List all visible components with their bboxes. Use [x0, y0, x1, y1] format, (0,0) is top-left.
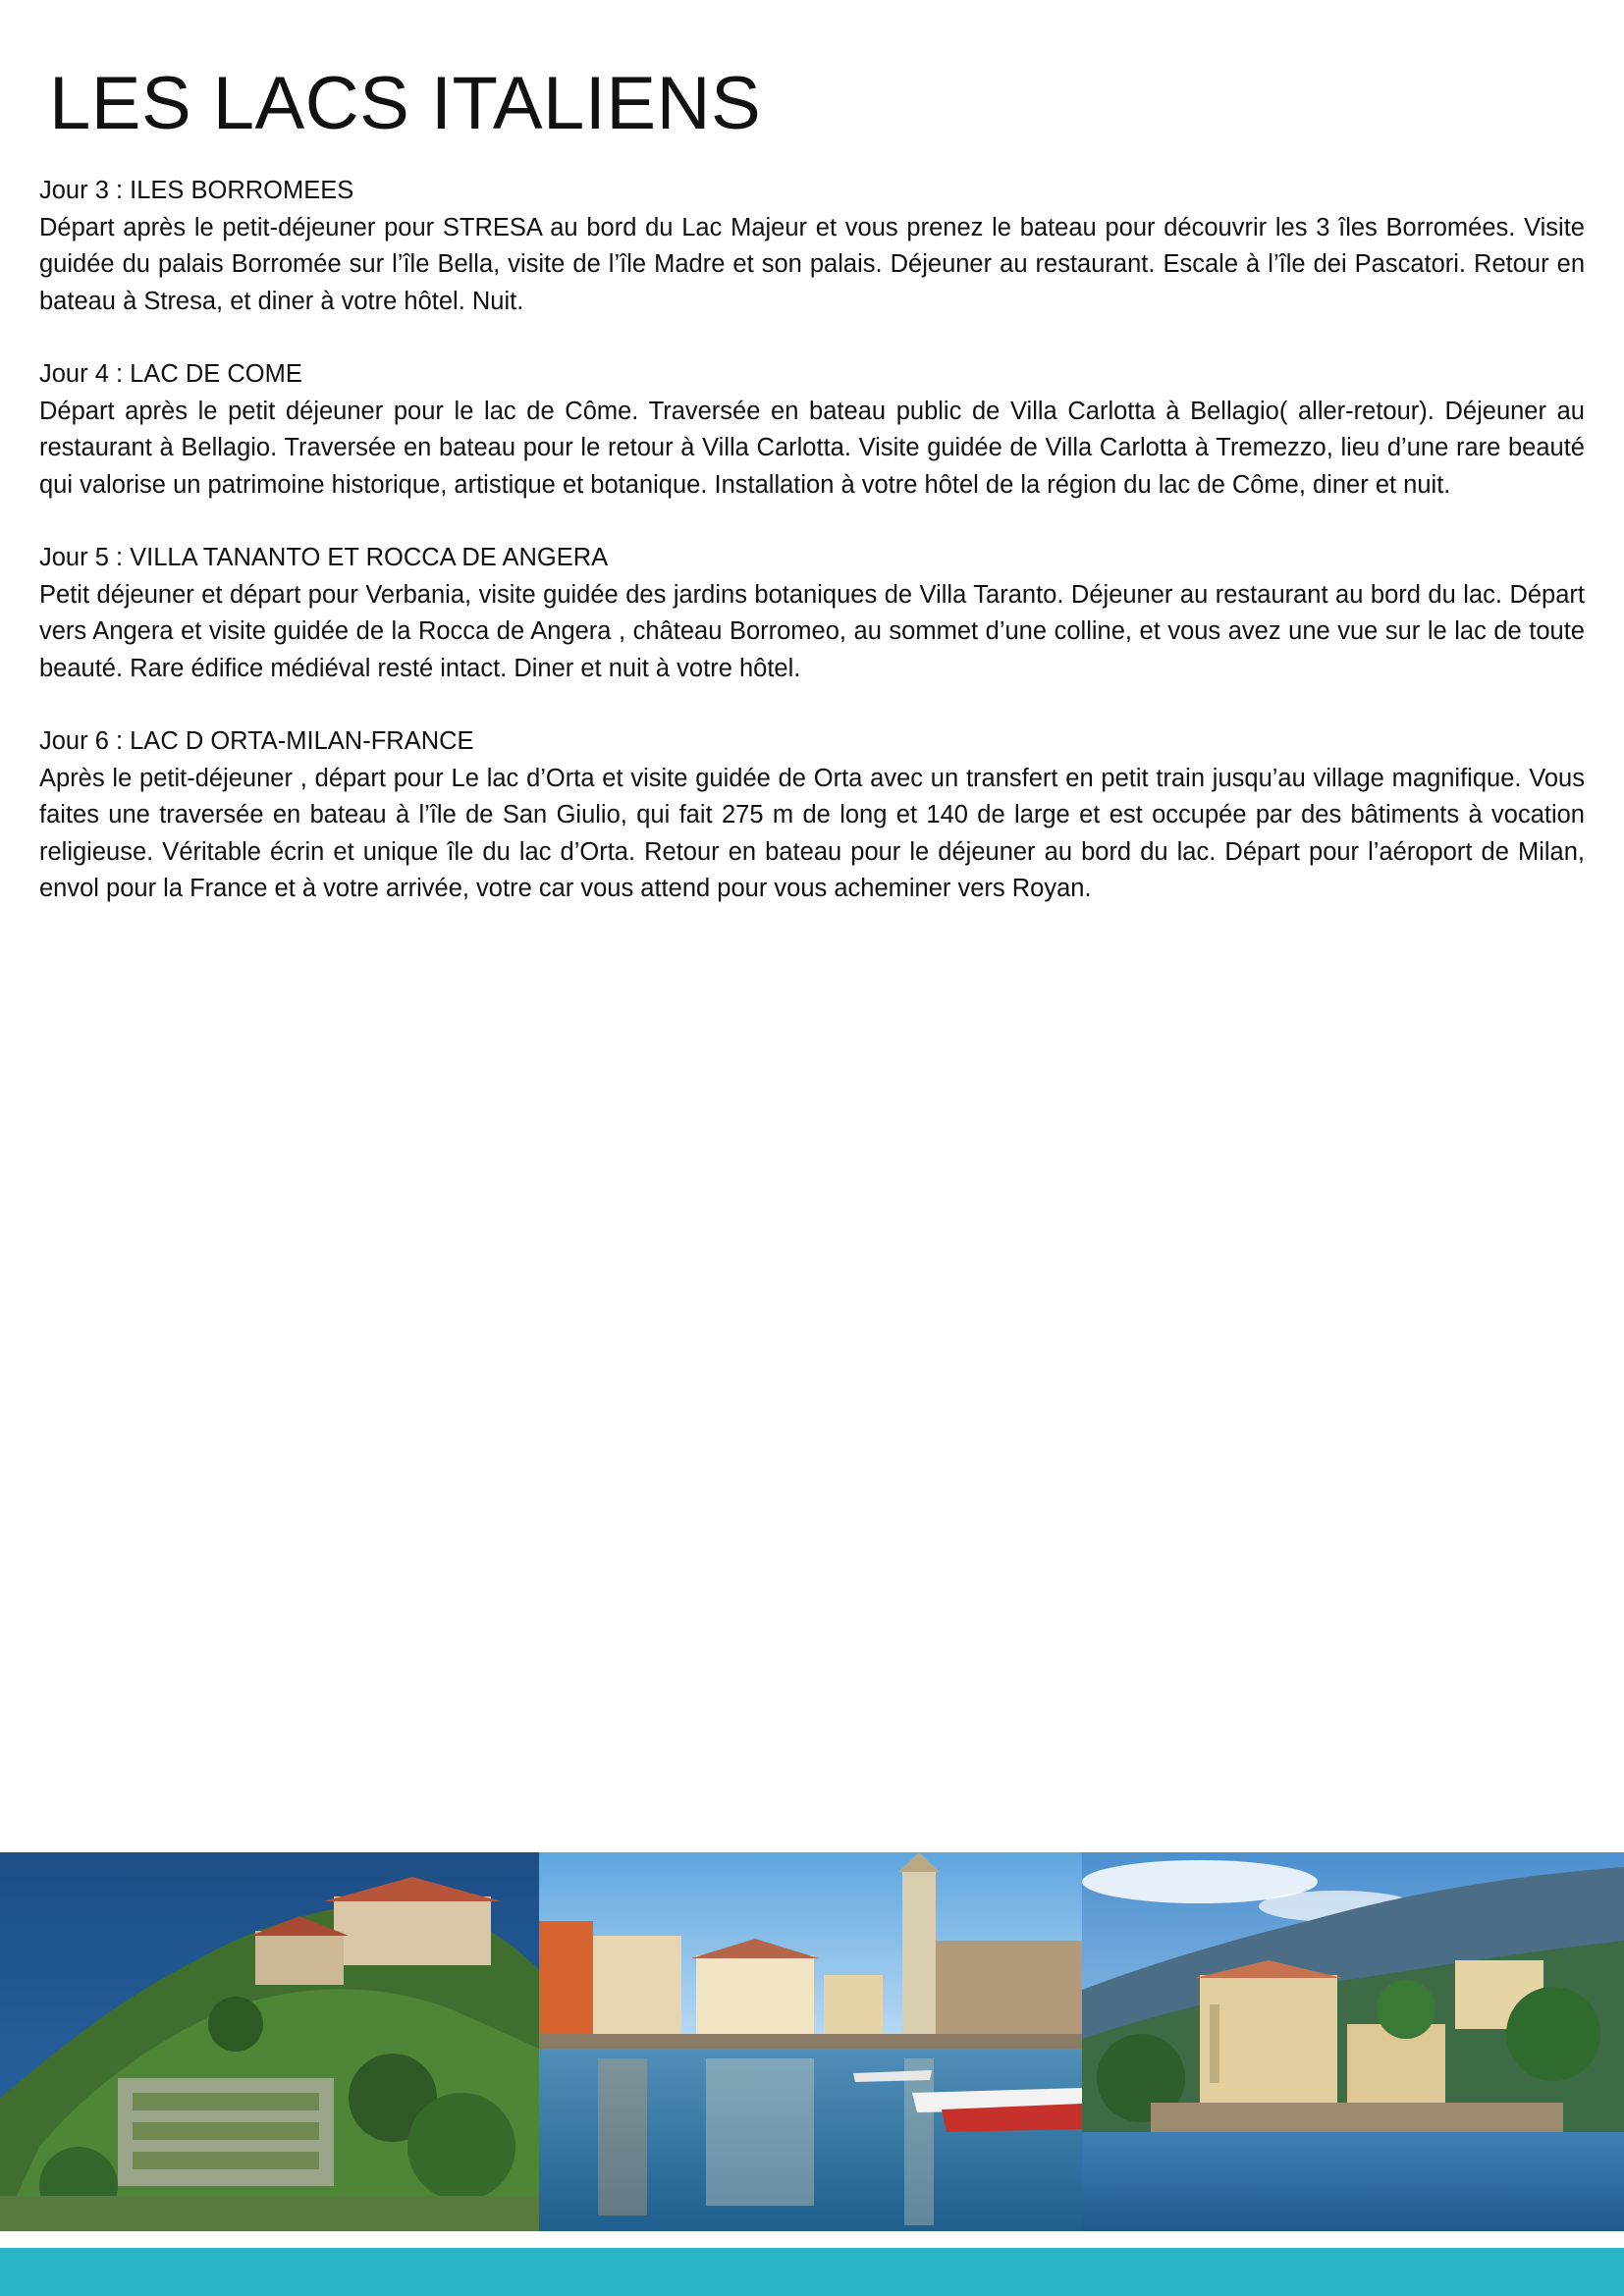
- lakeside-villa-photo: [1082, 1852, 1624, 2231]
- day-heading: Jour 3 : ILES BORROMEES: [39, 177, 354, 204]
- itinerary: [39, 173, 1585, 944]
- day-heading: Jour 5 : VILLA TANANTO ET ROCCA DE ANGERA: [39, 544, 609, 571]
- day-description: Après le petit-déjeuner , départ pour Le lac d’Orta et visite guidée de Orta avec un transfert en petit train jusqu’au village magnifique. Vous faites une traversée en bateau à l’île de San Giulio, qui fait 275 m de long et 140 de large et est occupée par des bâtiments à vocation religieuse. Véritable écrin et unique île du lac d’Orta. Retour en bateau pour le déjeuner au bord du lac. Départ pour l’aéroport de Milan, envol pour la France et à votre arrivée, votre car vous attend pour vous acheminer vers Royan.: [39, 764, 1585, 902]
- harbour-town-photo: [539, 1852, 1082, 2231]
- day-heading: Jour 6 : LAC D ORTA-MILAN-FRANCE: [39, 727, 474, 755]
- day-section: [39, 173, 1585, 320]
- day-section: [39, 723, 1585, 908]
- day-description: Petit déjeuner et départ pour Verbania, visite guidée des jardins botaniques de Villa Taranto. Déjeuner au restaurant au bord du lac. Départ vers Angera et visite guidée de la Rocca de Angera , château Borromeo, au sommet d’une colline, et vous avez une vue sur le lac de toute beauté. Rare édifice médiéval resté intact. Diner et nuit à votre hôtel.: [39, 580, 1585, 682]
- page-title: LES LACS ITALIENS: [49, 62, 762, 145]
- day-description: Départ après le petit déjeuner pour le lac de Côme. Traversée en bateau public de Villa Carlotta à Bellagio( aller-retour). Déjeuner au restaurant à Bellagio. Traversée en bateau pour le retour à Villa Carlotta. Visite guidée de Villa Carlotta à Tremezzo, lieu d’une rare beauté qui valorise un patrimoine historique, artistique et botanique. Installation à votre hôtel de la région du lac de Côme, diner et nuit.: [39, 397, 1585, 499]
- day-heading: Jour 4 : LAC DE COME: [39, 360, 302, 388]
- day-section: [39, 356, 1585, 504]
- footer-bar: [0, 2248, 1624, 2296]
- day-description: Départ après le petit-déjeuner pour STRESA au bord du Lac Majeur et vous prenez le bateau pour découvrir les 3 îles Borromées. Visite guidée du palais Borromée sur l’île Bella, visite de l’île Madre et son palais. Déjeuner au restaurant. Escale à l’île dei Pascatori. Retour en bateau à Stresa, et diner à votre hôtel. Nuit.: [39, 213, 1585, 315]
- island-palace-photo: [0, 1852, 539, 2231]
- day-section: [39, 540, 1585, 687]
- photo-strip: [0, 1852, 1624, 2231]
